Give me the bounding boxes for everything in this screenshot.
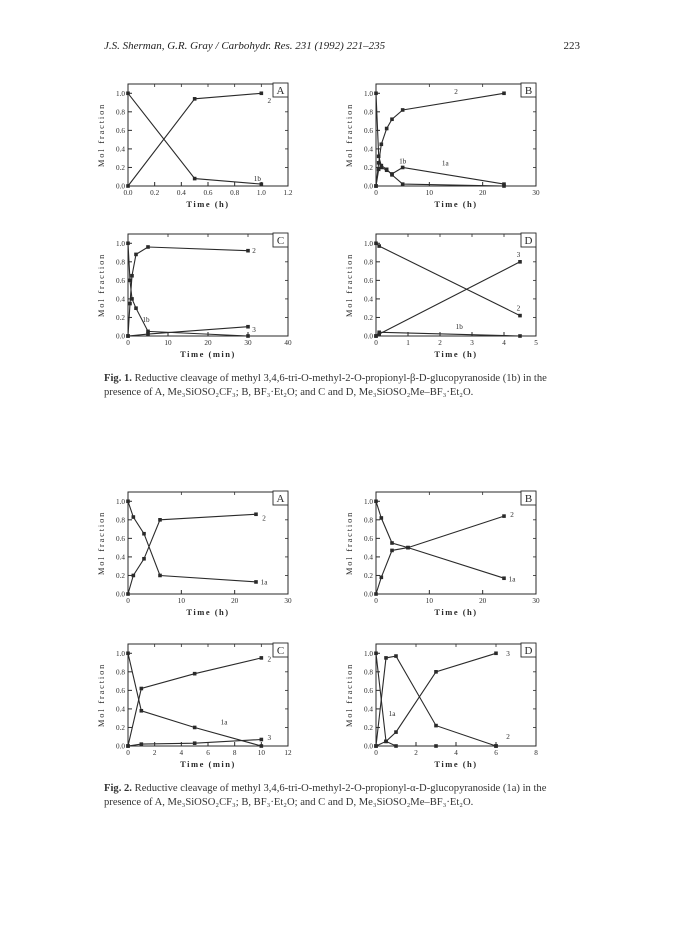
x-axis-label: Time (min) — [180, 759, 236, 769]
series-label: 3 — [506, 649, 510, 658]
y-axis-label: Mol fraction — [96, 662, 106, 728]
y-tick-label: 0.4 — [364, 705, 373, 714]
series-label: 1b — [142, 315, 150, 324]
x-tick-label: 1.0 — [256, 189, 266, 197]
y-tick-label: 0.6 — [116, 534, 125, 543]
series-label: 1a — [220, 718, 228, 727]
y-tick-label: 0.4 — [364, 553, 373, 562]
series-label: 2 — [267, 97, 272, 106]
data-point — [140, 742, 144, 746]
data-point — [380, 516, 384, 520]
fig2-caption-label: Fig. 2. — [104, 783, 132, 794]
x-tick-label: 30 — [532, 597, 540, 605]
series-label: 2 — [510, 510, 514, 519]
fig2-caption-text: Reductive cleavage of methyl 3,4,6-tri-O-methyl-2-O-propionyl-α-D-glucopyranoside (1a) in the presence of A, Me₃SiOSO₂CF₃; B, BF₃·Et₂O; and C and D, Me₃SiOSO₂Me–BF₃·Et₂O. — [104, 783, 547, 808]
data-point — [126, 651, 130, 655]
data-point — [260, 738, 264, 742]
y-tick-label: 0.8 — [364, 258, 373, 267]
y-tick-label: 0.4 — [364, 295, 373, 304]
series-line — [376, 332, 520, 336]
data-point — [406, 546, 410, 550]
data-point — [374, 241, 378, 245]
data-point — [140, 687, 144, 691]
x-tick-label: 5 — [534, 339, 538, 347]
data-point — [518, 260, 522, 264]
data-point — [246, 334, 250, 338]
data-point — [374, 184, 378, 188]
fig1-panel-c — [92, 226, 297, 368]
x-tick-label: 10 — [257, 749, 265, 757]
data-point — [380, 142, 384, 146]
y-tick-label: 1.0 — [364, 497, 373, 506]
y-tick-label: 0.0 — [364, 182, 373, 191]
y-tick-label: 0.8 — [364, 108, 373, 117]
data-point — [502, 576, 506, 580]
series-line — [128, 93, 261, 186]
data-point — [384, 740, 388, 744]
plot-frame — [376, 234, 536, 336]
y-tick-label: 0.2 — [364, 163, 373, 172]
data-point — [158, 518, 162, 522]
data-point — [134, 253, 138, 257]
data-point — [126, 499, 130, 503]
x-tick-label: 0 — [126, 339, 130, 347]
data-point — [374, 651, 378, 655]
y-tick-label: 1.0 — [116, 497, 125, 506]
data-point — [146, 245, 150, 249]
fig1-panel-a — [92, 76, 297, 218]
panel-letter: D — [524, 235, 533, 247]
data-point — [128, 279, 132, 283]
x-tick-label: 0 — [374, 749, 378, 757]
series-label: 2 — [267, 655, 272, 664]
data-point — [146, 332, 150, 336]
x-tick-label: 20 — [231, 597, 239, 605]
x-tick-label: 0.6 — [203, 189, 213, 197]
y-tick-label: 0.4 — [116, 295, 125, 304]
data-point — [126, 184, 130, 188]
y-tick-label: 0.4 — [116, 553, 125, 562]
y-tick-label: 0.2 — [116, 163, 125, 172]
x-tick-label: 10 — [425, 189, 433, 197]
data-point — [434, 670, 438, 674]
x-tick-label: 0.2 — [150, 189, 160, 197]
data-point — [390, 172, 394, 176]
data-point — [502, 182, 506, 186]
data-point — [130, 297, 134, 301]
data-point — [494, 651, 498, 655]
y-tick-label: 1.0 — [364, 649, 373, 658]
series-label: 1b — [399, 157, 407, 166]
data-point — [401, 108, 405, 112]
data-point — [193, 97, 197, 101]
series-line — [128, 658, 261, 746]
series-label: 1b — [455, 323, 463, 332]
y-axis-label: Mol fraction — [96, 510, 106, 576]
y-tick-label: 0.2 — [116, 723, 125, 732]
data-point — [260, 656, 264, 660]
data-point — [126, 744, 130, 748]
x-tick-label: 20 — [479, 189, 487, 197]
data-point — [390, 541, 394, 545]
running-title: J.S. Sherman, G.R. Gray / Carbohydr. Res. 231 (1992) 221–235 — [104, 40, 386, 52]
y-tick-label: 0.0 — [116, 182, 125, 191]
fig2-panel-b — [340, 484, 545, 626]
fig2-panel-a — [92, 484, 297, 626]
data-point — [142, 557, 146, 561]
series-label: 2 — [262, 514, 266, 523]
data-point — [394, 654, 398, 658]
data-point — [374, 744, 378, 748]
data-point — [377, 155, 381, 159]
data-point — [518, 334, 522, 338]
data-point — [374, 91, 378, 95]
data-point — [126, 241, 130, 245]
series-label: 3 — [267, 734, 272, 743]
x-axis-label: Time (h) — [186, 607, 230, 617]
y-axis-label: Mol fraction — [344, 510, 354, 576]
series-label: 3 — [516, 250, 521, 259]
data-point — [502, 91, 506, 95]
plot-frame — [128, 84, 288, 186]
x-axis-label: Time (h) — [186, 199, 230, 209]
data-point — [385, 168, 389, 172]
data-point — [140, 709, 144, 713]
x-tick-label: 0 — [374, 339, 378, 347]
x-tick-label: 0 — [374, 189, 378, 197]
data-point — [518, 314, 522, 318]
x-tick-label: 2 — [414, 749, 418, 757]
x-axis-label: Time (h) — [434, 607, 478, 617]
data-point — [401, 166, 405, 170]
y-tick-label: 0.6 — [116, 686, 125, 695]
data-point — [254, 512, 258, 516]
x-tick-label: 8 — [232, 749, 237, 757]
panel-letter: C — [276, 645, 285, 657]
data-point — [134, 306, 138, 310]
x-tick-label: 6 — [206, 749, 210, 757]
data-point — [374, 499, 378, 503]
data-point — [394, 730, 398, 734]
data-point — [126, 91, 130, 95]
x-tick-label: 1.2 — [283, 189, 293, 197]
y-tick-label: 0.2 — [116, 313, 125, 322]
series-line — [376, 168, 504, 187]
x-axis-label: Time (h) — [434, 349, 478, 359]
data-point — [380, 576, 384, 580]
panel-letter: C — [276, 235, 285, 247]
data-point — [434, 744, 438, 748]
data-point — [374, 334, 378, 338]
data-point — [126, 592, 130, 596]
x-axis-label: Time (h) — [434, 199, 478, 209]
data-point — [385, 127, 389, 131]
series-label: 1a — [508, 575, 516, 584]
y-tick-label: 1.0 — [116, 649, 125, 658]
series-line — [376, 516, 504, 594]
x-tick-label: 10 — [425, 597, 433, 605]
y-tick-label: 0.0 — [116, 590, 125, 599]
data-point — [193, 177, 197, 181]
y-tick-label: 1.0 — [116, 239, 125, 248]
x-tick-label: 2 — [438, 339, 442, 347]
series-line — [128, 653, 261, 746]
panel-letter: D — [524, 645, 533, 657]
series-label: 2 — [252, 247, 256, 256]
data-point — [128, 302, 132, 306]
y-tick-label: 0.2 — [116, 571, 125, 580]
series-label: 1a — [441, 159, 449, 168]
y-tick-label: 0.4 — [116, 145, 125, 154]
data-point — [193, 741, 197, 745]
y-tick-label: 0.8 — [116, 668, 125, 677]
x-tick-label: 1 — [406, 339, 410, 347]
data-point — [394, 744, 398, 748]
y-axis-label: Mol fraction — [344, 662, 354, 728]
data-point — [401, 182, 405, 186]
x-tick-label: 30 — [244, 339, 252, 347]
data-point — [390, 117, 394, 121]
y-tick-label: 0.8 — [116, 516, 125, 525]
x-tick-label: 0 — [126, 597, 130, 605]
x-tick-label: 20 — [204, 339, 212, 347]
y-tick-label: 0.0 — [364, 590, 373, 599]
y-axis-label: Mol fraction — [96, 102, 106, 168]
data-point — [377, 244, 381, 248]
y-tick-label: 0.6 — [364, 534, 373, 543]
x-tick-label: 0.0 — [123, 189, 133, 197]
series-line — [376, 653, 496, 746]
series-line — [376, 656, 496, 746]
y-tick-label: 0.0 — [364, 332, 373, 341]
panel-letter: A — [276, 493, 285, 505]
x-tick-label: 30 — [532, 189, 540, 197]
data-point — [254, 580, 258, 584]
fig1-panel-d — [340, 226, 545, 368]
y-tick-label: 0.8 — [364, 516, 373, 525]
x-tick-label: 8 — [534, 749, 538, 757]
series-line — [376, 501, 504, 578]
data-point — [246, 249, 250, 253]
y-tick-label: 0.4 — [116, 705, 125, 714]
series-label: 1a — [388, 710, 396, 719]
y-tick-label: 0.2 — [364, 571, 373, 580]
series-label: 1a — [260, 578, 268, 587]
y-tick-label: 0.6 — [116, 276, 125, 285]
y-tick-label: 0.6 — [364, 126, 373, 135]
y-tick-label: 0.0 — [116, 742, 125, 751]
y-tick-label: 0.0 — [364, 742, 373, 751]
x-tick-label: 2 — [152, 749, 157, 757]
x-tick-label: 3 — [470, 339, 474, 347]
panel-letter: B — [524, 493, 533, 505]
data-point — [494, 744, 498, 748]
y-axis-label: Mol fraction — [96, 252, 106, 318]
plot-frame — [376, 644, 536, 746]
data-point — [390, 549, 394, 553]
y-tick-label: 0.2 — [364, 313, 373, 322]
data-point — [130, 274, 134, 278]
x-tick-label: 4 — [454, 749, 458, 757]
y-tick-label: 1.0 — [116, 89, 125, 98]
y-axis-label: Mol fraction — [344, 252, 354, 318]
data-point — [260, 91, 264, 95]
x-tick-label: 10 — [177, 597, 185, 605]
series-line — [128, 514, 256, 594]
y-tick-label: 0.0 — [116, 332, 125, 341]
y-tick-label: 1.0 — [364, 239, 373, 248]
data-point — [246, 325, 250, 329]
fig1-caption — [104, 372, 584, 400]
fig2-caption — [104, 782, 584, 810]
x-tick-label: 40 — [284, 339, 292, 347]
y-axis-label: Mol fraction — [344, 102, 354, 168]
x-tick-label: 12 — [284, 749, 292, 757]
series-label: 3 — [252, 326, 256, 335]
fig2-panel-c — [92, 636, 297, 778]
running-head — [104, 40, 580, 52]
data-point — [260, 744, 264, 748]
fig1-caption-text: Reductive cleavage of methyl 3,4,6-tri-O-methyl-2-O-propionyl-β-D-glucopyranoside (1b) in the presence of A, Me₃SiOSO₂CF₃; B, BF₃·Et₂O; and C and D, Me₃SiOSO₂Me–BF₃·Et₂O. — [104, 373, 547, 398]
x-tick-label: 30 — [284, 597, 292, 605]
data-point — [193, 726, 197, 730]
x-tick-label: 0 — [374, 597, 378, 605]
data-point — [132, 515, 136, 519]
series-line — [376, 243, 520, 315]
data-point — [374, 592, 378, 596]
x-tick-label: 6 — [494, 749, 498, 757]
data-point — [377, 330, 381, 334]
x-tick-label: 10 — [164, 339, 172, 347]
data-point — [158, 574, 162, 578]
fig1-panel-b — [340, 76, 545, 218]
data-point — [142, 532, 146, 536]
y-tick-label: 0.6 — [364, 686, 373, 695]
y-tick-label: 0.8 — [116, 258, 125, 267]
series-label: 2 — [454, 87, 458, 96]
series-line — [128, 93, 261, 184]
plot-frame — [376, 84, 536, 186]
y-tick-label: 0.2 — [364, 723, 373, 732]
x-tick-label: 0.8 — [230, 189, 240, 197]
y-tick-label: 0.4 — [364, 145, 373, 154]
series-label: 2 — [516, 304, 521, 313]
x-tick-label: 0 — [126, 749, 130, 757]
panel-letter: B — [524, 85, 533, 97]
series-label: 1b — [253, 175, 261, 184]
series-label: 2 — [506, 733, 510, 742]
y-tick-label: 0.8 — [364, 668, 373, 677]
x-tick-label: 4 — [502, 339, 506, 347]
panel-letter: A — [276, 85, 285, 97]
x-tick-label: 20 — [479, 597, 487, 605]
x-axis-label: Time (h) — [434, 759, 478, 769]
series-line — [128, 501, 256, 582]
x-tick-label: 0.4 — [176, 189, 186, 197]
x-axis-label: Time (min) — [180, 349, 236, 359]
y-tick-label: 0.6 — [364, 276, 373, 285]
series-line — [376, 262, 520, 336]
data-point — [126, 334, 130, 338]
data-point — [380, 166, 384, 170]
data-point — [434, 724, 438, 728]
x-tick-label: 4 — [179, 749, 184, 757]
y-tick-label: 0.8 — [116, 108, 125, 117]
y-tick-label: 0.6 — [116, 126, 125, 135]
data-point — [384, 656, 388, 660]
page-number: 223 — [563, 40, 580, 52]
fig2-panel-d — [340, 636, 545, 778]
data-point — [193, 672, 197, 676]
y-tick-label: 1.0 — [364, 89, 373, 98]
data-point — [132, 574, 136, 578]
fig1-caption-label: Fig. 1. — [104, 373, 132, 384]
series-line — [376, 653, 496, 746]
data-point — [502, 514, 506, 518]
